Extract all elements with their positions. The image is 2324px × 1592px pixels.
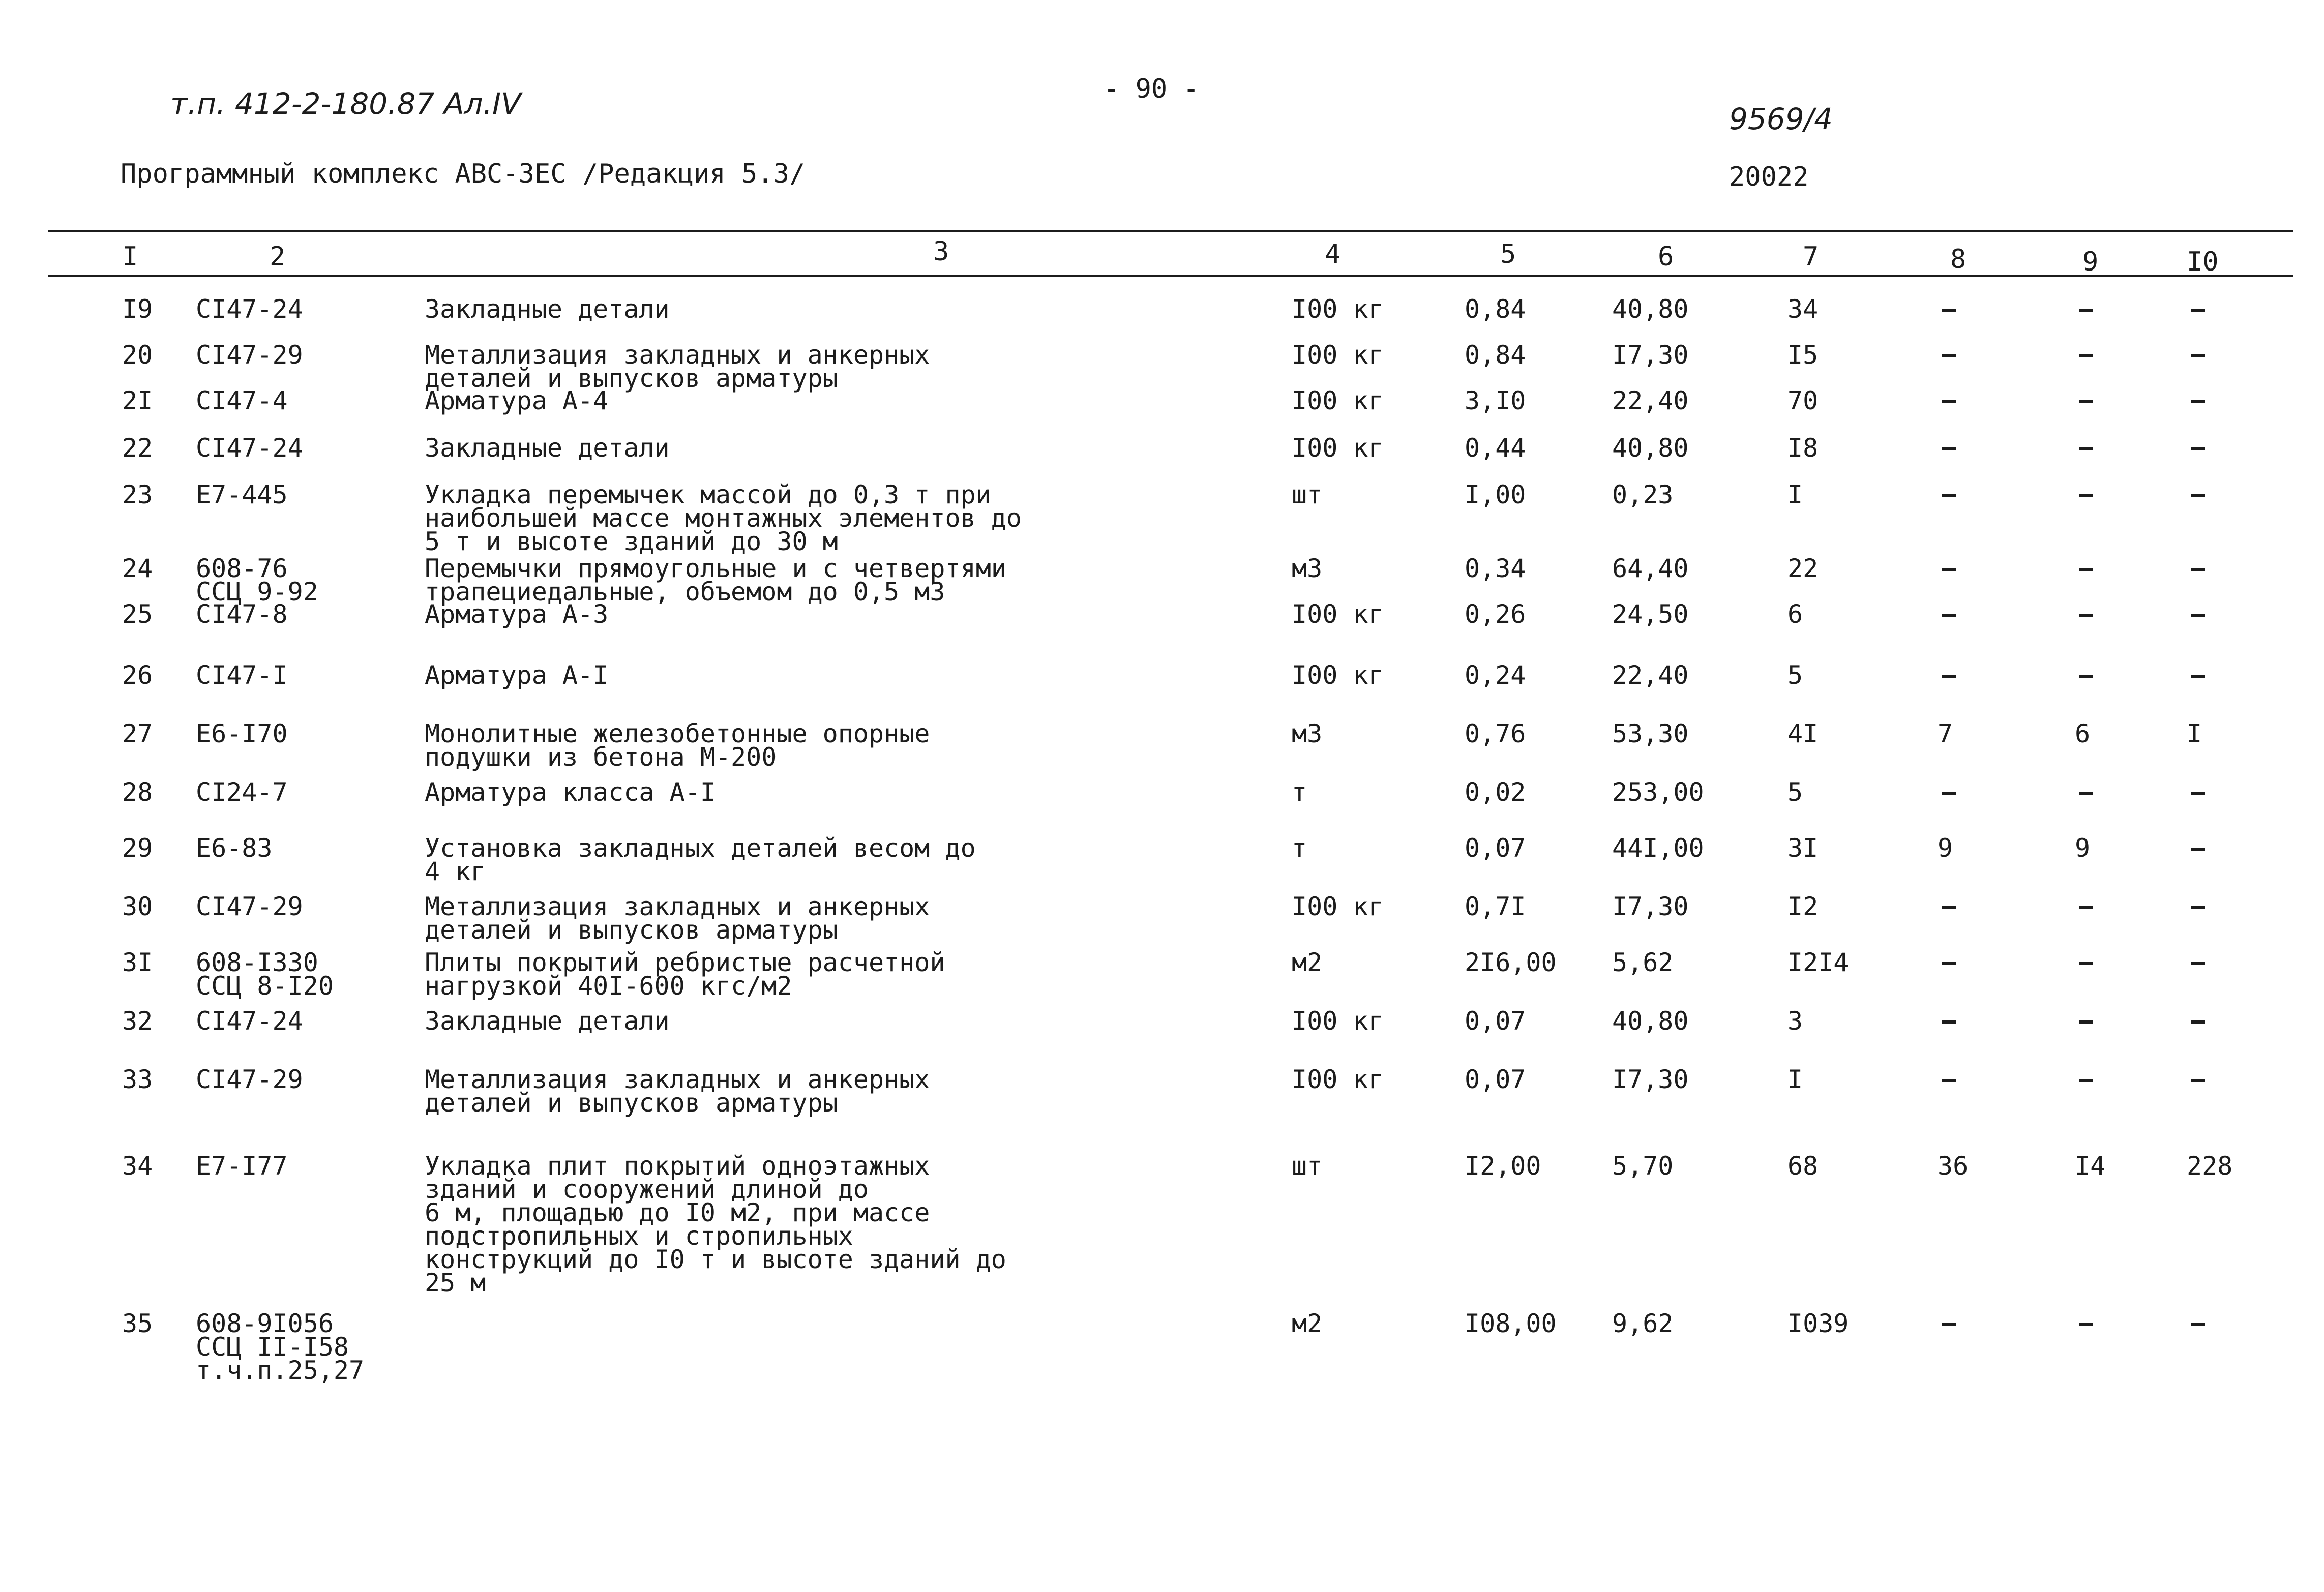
unit: шт — [1292, 1151, 1323, 1181]
empty-dash — [1942, 400, 1956, 403]
empty-dash — [1942, 1079, 1956, 1082]
quantity: 0,34 — [1465, 554, 1526, 583]
program-title: Программный комплекс АВС-3ЕС /Редакция 5.3/ — [121, 159, 806, 189]
col-10-value — [2187, 780, 2205, 795]
total-cost: I2I4 — [1787, 948, 1849, 977]
total-cost: I — [1787, 1065, 1803, 1094]
unit: I00 кг — [1292, 892, 1384, 921]
row-number: 20 — [122, 340, 153, 370]
work-code: Е7-I77 — [196, 1151, 288, 1181]
unit: I00 кг — [1292, 660, 1384, 690]
total-cost: 34 — [1787, 294, 1819, 324]
empty-dash — [1942, 354, 1956, 357]
row-number: 30 — [122, 892, 153, 921]
empty-dash — [2079, 962, 2093, 965]
unit-price: 22,40 — [1612, 660, 1689, 690]
work-name: Арматура А-3 — [425, 599, 609, 629]
col-9-value: I4 — [2075, 1151, 2106, 1181]
row-number: 27 — [122, 719, 153, 748]
unit-price: 64,40 — [1612, 554, 1689, 583]
col-9-value — [2075, 1068, 2093, 1082]
empty-dash — [2191, 354, 2205, 357]
col-8-value — [1938, 1068, 1956, 1082]
col-10-value — [2187, 557, 2205, 571]
col-9-value — [2075, 483, 2093, 497]
col-9-value — [2075, 343, 2093, 357]
unit-price: 24,50 — [1612, 599, 1689, 629]
col-9-value — [2075, 664, 2093, 678]
unit: м2 — [1292, 1309, 1323, 1338]
work-code: Е6-I70 — [196, 719, 288, 748]
col-10-value — [2187, 389, 2205, 403]
col-10-value — [2187, 297, 2205, 312]
col-8-value — [1938, 557, 1956, 571]
empty-dash — [2079, 309, 2093, 312]
unit: м3 — [1292, 554, 1323, 583]
quantity: I,00 — [1465, 480, 1526, 509]
col-8-value — [1938, 780, 1956, 795]
row-number: 22 — [122, 433, 153, 463]
col-9-value — [2075, 557, 2093, 571]
quantity: 0,07 — [1465, 1006, 1526, 1036]
row-number: 35 — [122, 1309, 153, 1338]
empty-dash — [2191, 792, 2205, 795]
col-10-value — [2187, 895, 2205, 909]
work-name: Арматура класса А-I — [425, 777, 716, 807]
unit: м2 — [1292, 948, 1323, 977]
row-number: 29 — [122, 833, 153, 863]
column-header-9: 9 — [2082, 247, 2099, 277]
column-header-5: 5 — [1500, 239, 1516, 269]
total-cost: 3I — [1787, 833, 1819, 863]
empty-dash — [2079, 1079, 2093, 1082]
col-8-value — [1938, 297, 1956, 312]
work-name: Арматура А-I — [425, 660, 609, 690]
empty-dash — [2191, 614, 2205, 617]
col-9-value — [2075, 780, 2093, 795]
col-10-value — [2187, 343, 2205, 357]
unit-price: 53,30 — [1612, 719, 1689, 748]
work-name: Металлизация закладных и анкерных деталей и выпусков арматуры — [425, 892, 930, 945]
col-9-value — [2075, 1009, 2093, 1024]
empty-dash — [1942, 1323, 1956, 1326]
total-cost: I8 — [1787, 433, 1819, 463]
col-8-value — [1938, 1312, 1956, 1326]
row-number: 2I — [122, 386, 153, 415]
work-code: СI47-4 — [196, 386, 288, 415]
col-9-value — [2075, 436, 2093, 450]
col-10-value — [2187, 483, 2205, 497]
col-9-value — [2075, 1312, 2093, 1326]
col-8-value — [1938, 895, 1956, 909]
row-number: I9 — [122, 294, 153, 324]
total-cost: 5 — [1787, 777, 1803, 807]
program-code: 20022 — [1729, 162, 1809, 192]
quantity: 0,76 — [1465, 719, 1526, 748]
empty-dash — [2079, 447, 2093, 450]
quantity: 0,02 — [1465, 777, 1526, 807]
row-number: 25 — [122, 599, 153, 629]
quantity: 0,07 — [1465, 833, 1526, 863]
col-8-value — [1938, 343, 1956, 357]
total-cost: 70 — [1787, 386, 1819, 415]
work-name: Установка закладных деталей весом до 4 кг — [425, 833, 976, 886]
quantity: 0,24 — [1465, 660, 1526, 690]
work-name: Монолитные железобетонные опорные подушки из бетона М-200 — [425, 719, 930, 772]
unit-price: 5,70 — [1612, 1151, 1674, 1181]
work-code: 608-I330 ССЦ 8-I20 — [196, 948, 334, 1001]
total-cost: 5 — [1787, 660, 1803, 690]
unit-price: 5,62 — [1612, 948, 1674, 977]
total-cost: 6 — [1787, 599, 1803, 629]
work-code: Е7-445 — [196, 480, 288, 509]
col-9-value: 6 — [2075, 719, 2091, 748]
col-10-value — [2187, 1312, 2205, 1326]
work-name: Закладные детали — [425, 433, 670, 463]
quantity: I08,00 — [1465, 1309, 1557, 1338]
unit: I00 кг — [1292, 1065, 1384, 1094]
col-8-value — [1938, 951, 1956, 965]
work-name: Арматура А-4 — [425, 386, 609, 415]
total-cost: I — [1787, 480, 1803, 509]
unit: м3 — [1292, 719, 1323, 748]
column-header-4: 4 — [1325, 239, 1341, 269]
unit: I00 кг — [1292, 294, 1384, 324]
empty-dash — [1942, 962, 1956, 965]
column-header-7: 7 — [1803, 242, 1819, 272]
column-header-6: 6 — [1658, 242, 1674, 272]
quantity: 2I6,00 — [1465, 948, 1557, 977]
col-10-value — [2187, 1009, 2205, 1024]
total-cost: 22 — [1787, 554, 1819, 583]
unit: I00 кг — [1292, 433, 1384, 463]
work-code: 608-76 ССЦ 9-92 — [196, 554, 318, 607]
unit-price: 9,62 — [1612, 1309, 1674, 1338]
row-number: 33 — [122, 1065, 153, 1094]
total-cost: 4I — [1787, 719, 1819, 748]
unit: I00 кг — [1292, 599, 1384, 629]
work-code: Е6-83 — [196, 833, 273, 863]
empty-dash — [2191, 962, 2205, 965]
unit-price: 40,80 — [1612, 433, 1689, 463]
row-number: 32 — [122, 1006, 153, 1036]
quantity: 0,7I — [1465, 892, 1526, 921]
work-name: Укладка перемычек массой до 0,3 т при наибольшей массе монтажных элементов до 5 т и высоте зданий до 30 м — [425, 480, 1022, 556]
col-8-value — [1938, 389, 1956, 403]
empty-dash — [2191, 309, 2205, 312]
unit-price: I7,30 — [1612, 892, 1689, 921]
total-cost: I5 — [1787, 340, 1819, 370]
col-8-value: 36 — [1938, 1151, 1969, 1181]
work-name: Плиты покрытий ребристые расчетной нагрузкой 40I-600 кгс/м2 — [425, 948, 945, 1001]
col-9-value — [2075, 951, 2093, 965]
empty-dash — [2079, 400, 2093, 403]
quantity: 0,44 — [1465, 433, 1526, 463]
column-header-1: I — [122, 242, 138, 272]
quantity: 0,26 — [1465, 599, 1526, 629]
col-10-value — [2187, 603, 2205, 617]
empty-dash — [1942, 447, 1956, 450]
quantity: 0,84 — [1465, 294, 1526, 324]
col-8-value: 9 — [1938, 833, 1953, 863]
total-cost: I2 — [1787, 892, 1819, 921]
col-10-value — [2187, 951, 2205, 965]
col-10-value — [2187, 664, 2205, 678]
empty-dash — [1942, 792, 1956, 795]
row-number: 23 — [122, 480, 153, 509]
unit-price: I7,30 — [1612, 340, 1689, 370]
work-code: СI47-29 — [196, 340, 303, 370]
unit: I00 кг — [1292, 1006, 1384, 1036]
empty-dash — [2079, 906, 2093, 909]
col-9-value — [2075, 895, 2093, 909]
col-8-value — [1938, 483, 1956, 497]
col-8-value: 7 — [1938, 719, 1953, 748]
work-code: СI47-24 — [196, 433, 303, 463]
table-top-rule — [48, 230, 2293, 232]
empty-dash — [2191, 1020, 2205, 1024]
col-10-value — [2187, 836, 2205, 851]
empty-dash — [1942, 309, 1956, 312]
empty-dash — [2191, 494, 2205, 497]
col-8-value — [1938, 664, 1956, 678]
unit: шт — [1292, 480, 1323, 509]
unit-price: 40,80 — [1612, 294, 1689, 324]
work-code: 608-9I056 ССЦ II-I58 т.ч.п.25,27 — [196, 1309, 365, 1385]
work-code: СI47-24 — [196, 1006, 303, 1036]
work-code: СI24-7 — [196, 777, 288, 807]
unit-price: 0,23 — [1612, 480, 1674, 509]
row-number: 26 — [122, 660, 153, 690]
total-cost: I039 — [1787, 1309, 1849, 1338]
empty-dash — [1942, 614, 1956, 617]
empty-dash — [2079, 354, 2093, 357]
unit-price: 44I,00 — [1612, 833, 1704, 863]
row-number: 3I — [122, 948, 153, 977]
work-name: Металлизация закладных и анкерных деталей и выпусков арматуры — [425, 1065, 930, 1118]
empty-dash — [1942, 494, 1956, 497]
col-8-value — [1938, 436, 1956, 450]
unit: I00 кг — [1292, 340, 1384, 370]
empty-dash — [2079, 792, 2093, 795]
empty-dash — [2191, 1079, 2205, 1082]
col-10-value — [2187, 1068, 2205, 1082]
empty-dash — [2191, 675, 2205, 678]
doc-code: 9569/4 — [1729, 102, 1833, 136]
column-header-10: I0 — [2187, 247, 2219, 277]
work-name: Закладные детали — [425, 1006, 670, 1036]
empty-dash — [2079, 614, 2093, 617]
row-number: 28 — [122, 777, 153, 807]
col-9-value — [2075, 297, 2093, 312]
empty-dash — [2079, 675, 2093, 678]
work-name: Закладные детали — [425, 294, 670, 324]
quantity: 0,07 — [1465, 1065, 1526, 1094]
empty-dash — [2191, 400, 2205, 403]
doc-reference: т.п. 412-2-180.87 Ал.IV — [170, 86, 521, 121]
empty-dash — [1942, 1020, 1956, 1024]
empty-dash — [1942, 568, 1956, 571]
work-code: СI47-I — [196, 660, 288, 690]
col-8-value — [1938, 1009, 1956, 1024]
empty-dash — [2079, 1323, 2093, 1326]
work-code: СI47-8 — [196, 599, 288, 629]
unit-price: 40,80 — [1612, 1006, 1689, 1036]
quantity: 0,84 — [1465, 340, 1526, 370]
empty-dash — [1942, 906, 1956, 909]
work-name: Металлизация закладных и анкерных деталей и выпусков арматуры — [425, 340, 930, 393]
table-header-rule — [48, 275, 2293, 277]
col-10-value — [2187, 436, 2205, 450]
work-code: СI47-24 — [196, 294, 303, 324]
empty-dash — [2191, 447, 2205, 450]
empty-dash — [2191, 848, 2205, 851]
unit: I00 кг — [1292, 386, 1384, 415]
unit-price: 253,00 — [1612, 777, 1704, 807]
column-header-2: 2 — [270, 242, 286, 272]
work-code: СI47-29 — [196, 892, 303, 921]
work-name: Перемычки прямоугольные и с четвертями трапециедальные, объемом до 0,5 м3 — [425, 554, 1006, 607]
col-8-value — [1938, 603, 1956, 617]
row-number: 24 — [122, 554, 153, 583]
total-cost: 68 — [1787, 1151, 1819, 1181]
empty-dash — [2191, 568, 2205, 571]
empty-dash — [2079, 1020, 2093, 1024]
col-9-value — [2075, 389, 2093, 403]
col-10-value: 228 — [2187, 1151, 2233, 1181]
work-code: СI47-29 — [196, 1065, 303, 1094]
unit: т — [1292, 777, 1307, 807]
page-number: - 90 - — [1104, 74, 1199, 104]
unit: т — [1292, 833, 1307, 863]
column-header-8: 8 — [1950, 244, 1967, 275]
quantity: I2,00 — [1465, 1151, 1541, 1181]
unit-price: I7,30 — [1612, 1065, 1689, 1094]
empty-dash — [1942, 675, 1956, 678]
empty-dash — [2079, 568, 2093, 571]
quantity: 3,I0 — [1465, 386, 1526, 415]
work-name: Укладка плит покрытий одноэтажных зданий и сооружений длиной до 6 м, площадью до I0 м2, при массе подстропильных и стропильных конструкций до I0 т и высоте зданий до 25 м — [425, 1151, 1006, 1298]
col-10-value: I — [2187, 719, 2202, 748]
column-header-3: 3 — [933, 236, 949, 267]
empty-dash — [2191, 1323, 2205, 1326]
total-cost: 3 — [1787, 1006, 1803, 1036]
row-number: 34 — [122, 1151, 153, 1181]
empty-dash — [2191, 906, 2205, 909]
unit-price: 22,40 — [1612, 386, 1689, 415]
col-9-value — [2075, 603, 2093, 617]
empty-dash — [2079, 494, 2093, 497]
col-9-value: 9 — [2075, 833, 2091, 863]
